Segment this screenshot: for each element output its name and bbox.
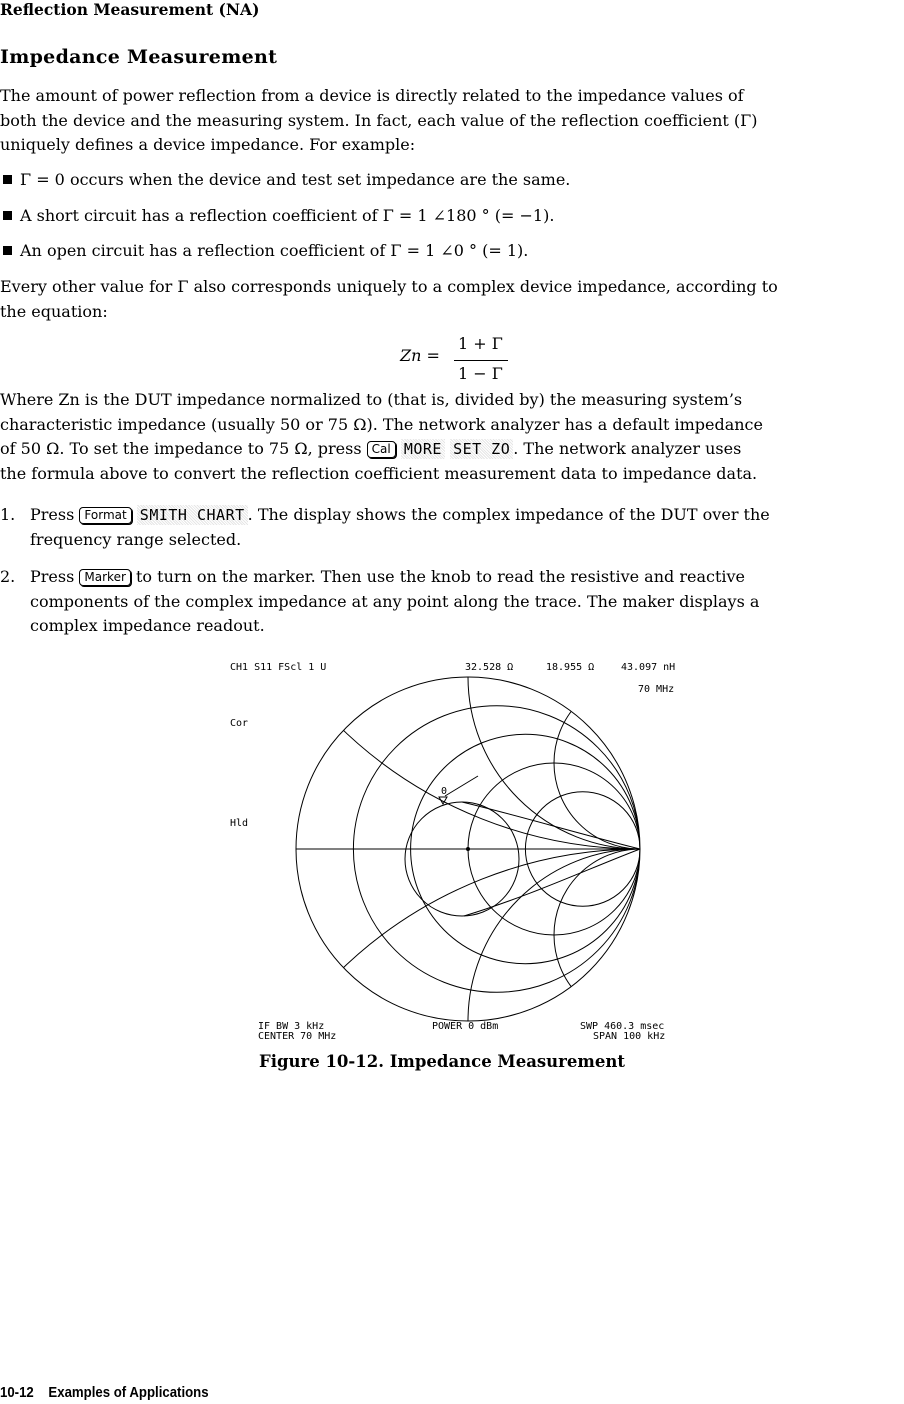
intro-line: uniquely defines a device impedance. For example: bbox=[0, 135, 416, 154]
reactance-arc bbox=[220, 656, 690, 849]
set-zo-softkey: SET ZO bbox=[450, 439, 513, 459]
step-2 bbox=[0, 565, 904, 640]
paragraph-line: Where Zn is the DUT impedance normalized to (that is, divided by) the measuring system’s bbox=[0, 390, 743, 409]
figure-caption: Figure 10-12. Impedance Measurement bbox=[259, 1052, 625, 1071]
format-key: Format bbox=[79, 507, 131, 524]
paragraph-line bbox=[0, 437, 904, 462]
step-text-pre: Press bbox=[30, 505, 75, 524]
bullet-square-icon bbox=[3, 211, 12, 220]
equation-lhs: Zn = bbox=[400, 346, 440, 365]
trace-segment bbox=[464, 849, 640, 916]
bullet-square-icon bbox=[3, 175, 12, 184]
page-footer: 10-12 Examples of Applications bbox=[0, 1384, 209, 1401]
bullet-item bbox=[0, 206, 554, 225]
intro-paragraph bbox=[0, 84, 904, 158]
step-text bbox=[30, 565, 759, 639]
marker-inductance: 43.097 nH bbox=[621, 662, 676, 673]
reactance-arc bbox=[554, 677, 690, 849]
step-number: 2. bbox=[0, 567, 16, 586]
bullet-item bbox=[0, 170, 570, 189]
paragraph-text: . The network analyzer uses bbox=[513, 439, 742, 458]
frequency-span: SPAN 100 kHz bbox=[593, 1031, 666, 1042]
step-1 bbox=[0, 503, 904, 553]
reactance-arc bbox=[554, 849, 690, 1021]
equation-denominator: 1 − Γ bbox=[458, 364, 503, 383]
smith-chart-grid bbox=[220, 656, 690, 1048]
if-bandwidth: IF BW 3 kHz bbox=[258, 1021, 325, 1032]
marker-number: 0 bbox=[441, 786, 448, 797]
source-power: POWER 0 dBm bbox=[432, 1021, 499, 1032]
center-point bbox=[467, 848, 470, 851]
bullet-text: Γ = 0 occurs when the device and test set impedance are the same. bbox=[20, 170, 571, 189]
smith-chart-screen bbox=[220, 656, 690, 1048]
sweep-time: SWP 460.3 msec bbox=[580, 1021, 665, 1032]
marker-frequency: 70 MHz bbox=[638, 684, 675, 695]
bullet-item bbox=[0, 241, 528, 260]
step-text-line: components of the complex impedance at any point along the trace. The maker displays a bbox=[30, 591, 760, 611]
marker-resistance: 32.528 Ω bbox=[465, 662, 514, 673]
reactance-arc bbox=[220, 849, 690, 1048]
more-softkey: MORE bbox=[401, 439, 445, 459]
equation-numerator: 1 + Γ bbox=[458, 334, 503, 353]
trace-segment bbox=[462, 802, 640, 849]
fraction-bar bbox=[454, 360, 508, 361]
step-text-post: . The display shows the complex impedance of the DUT over the bbox=[247, 505, 770, 524]
paragraph-line: the formula above to convert the reflection coefficient measurement data to impedance data. bbox=[0, 463, 758, 483]
bullet-square-icon bbox=[3, 246, 12, 255]
step-text-line: complex impedance readout. bbox=[30, 616, 265, 635]
step-text-line: frequency range selected. bbox=[30, 529, 242, 549]
step-number: 1. bbox=[0, 505, 16, 524]
step-text-pre: Press bbox=[30, 567, 75, 586]
marker-reactance: 18.955 Ω bbox=[546, 662, 595, 673]
section-title: Impedance Measurement bbox=[0, 46, 278, 68]
channel-label: CH1 S11 FScl 1 U bbox=[230, 662, 327, 673]
paragraph-line: Every other value for Γ also corresponds uniquely to a complex device impedance, according to bbox=[0, 277, 778, 296]
smith-chart-softkey: SMITH CHART bbox=[137, 505, 248, 525]
paragraph-line: characteristic impedance (usually 50 or 75 Ω). The network analyzer has a default impedance bbox=[0, 414, 763, 434]
intro-line: The amount of power reflection from a device is directly related to the impedance values of bbox=[0, 86, 744, 105]
cal-key: Cal bbox=[367, 441, 396, 458]
hold-indicator: Hld bbox=[230, 818, 249, 829]
bullet-text: A short circuit has a reflection coefficient of Γ = 1 ∠180 ° (= −1). bbox=[20, 206, 555, 225]
bullet-text: An open circuit has a reflection coefficient of Γ = 1 ∠0 ° (= 1). bbox=[20, 241, 529, 260]
equation-intro-paragraph bbox=[0, 275, 904, 324]
paragraph-text: of 50 Ω. To set the impedance to 75 Ω, press bbox=[0, 439, 362, 458]
where-paragraph bbox=[0, 388, 904, 486]
center-frequency: CENTER 70 MHz bbox=[258, 1031, 337, 1042]
intro-line: both the device and the measuring system. In fact, each value of the reflection coefficient (Γ) bbox=[0, 110, 758, 130]
page-header: Reflection Measurement (NA) bbox=[0, 0, 260, 19]
step-text-post: to turn on the marker. Then use the knob to read the resistive and reactive bbox=[135, 567, 746, 586]
trace-segment bbox=[445, 776, 478, 796]
cor-indicator: Cor bbox=[230, 718, 249, 729]
step-text bbox=[30, 503, 770, 552]
paragraph-line: the equation: bbox=[0, 301, 108, 321]
marker-key: Marker bbox=[79, 569, 130, 586]
